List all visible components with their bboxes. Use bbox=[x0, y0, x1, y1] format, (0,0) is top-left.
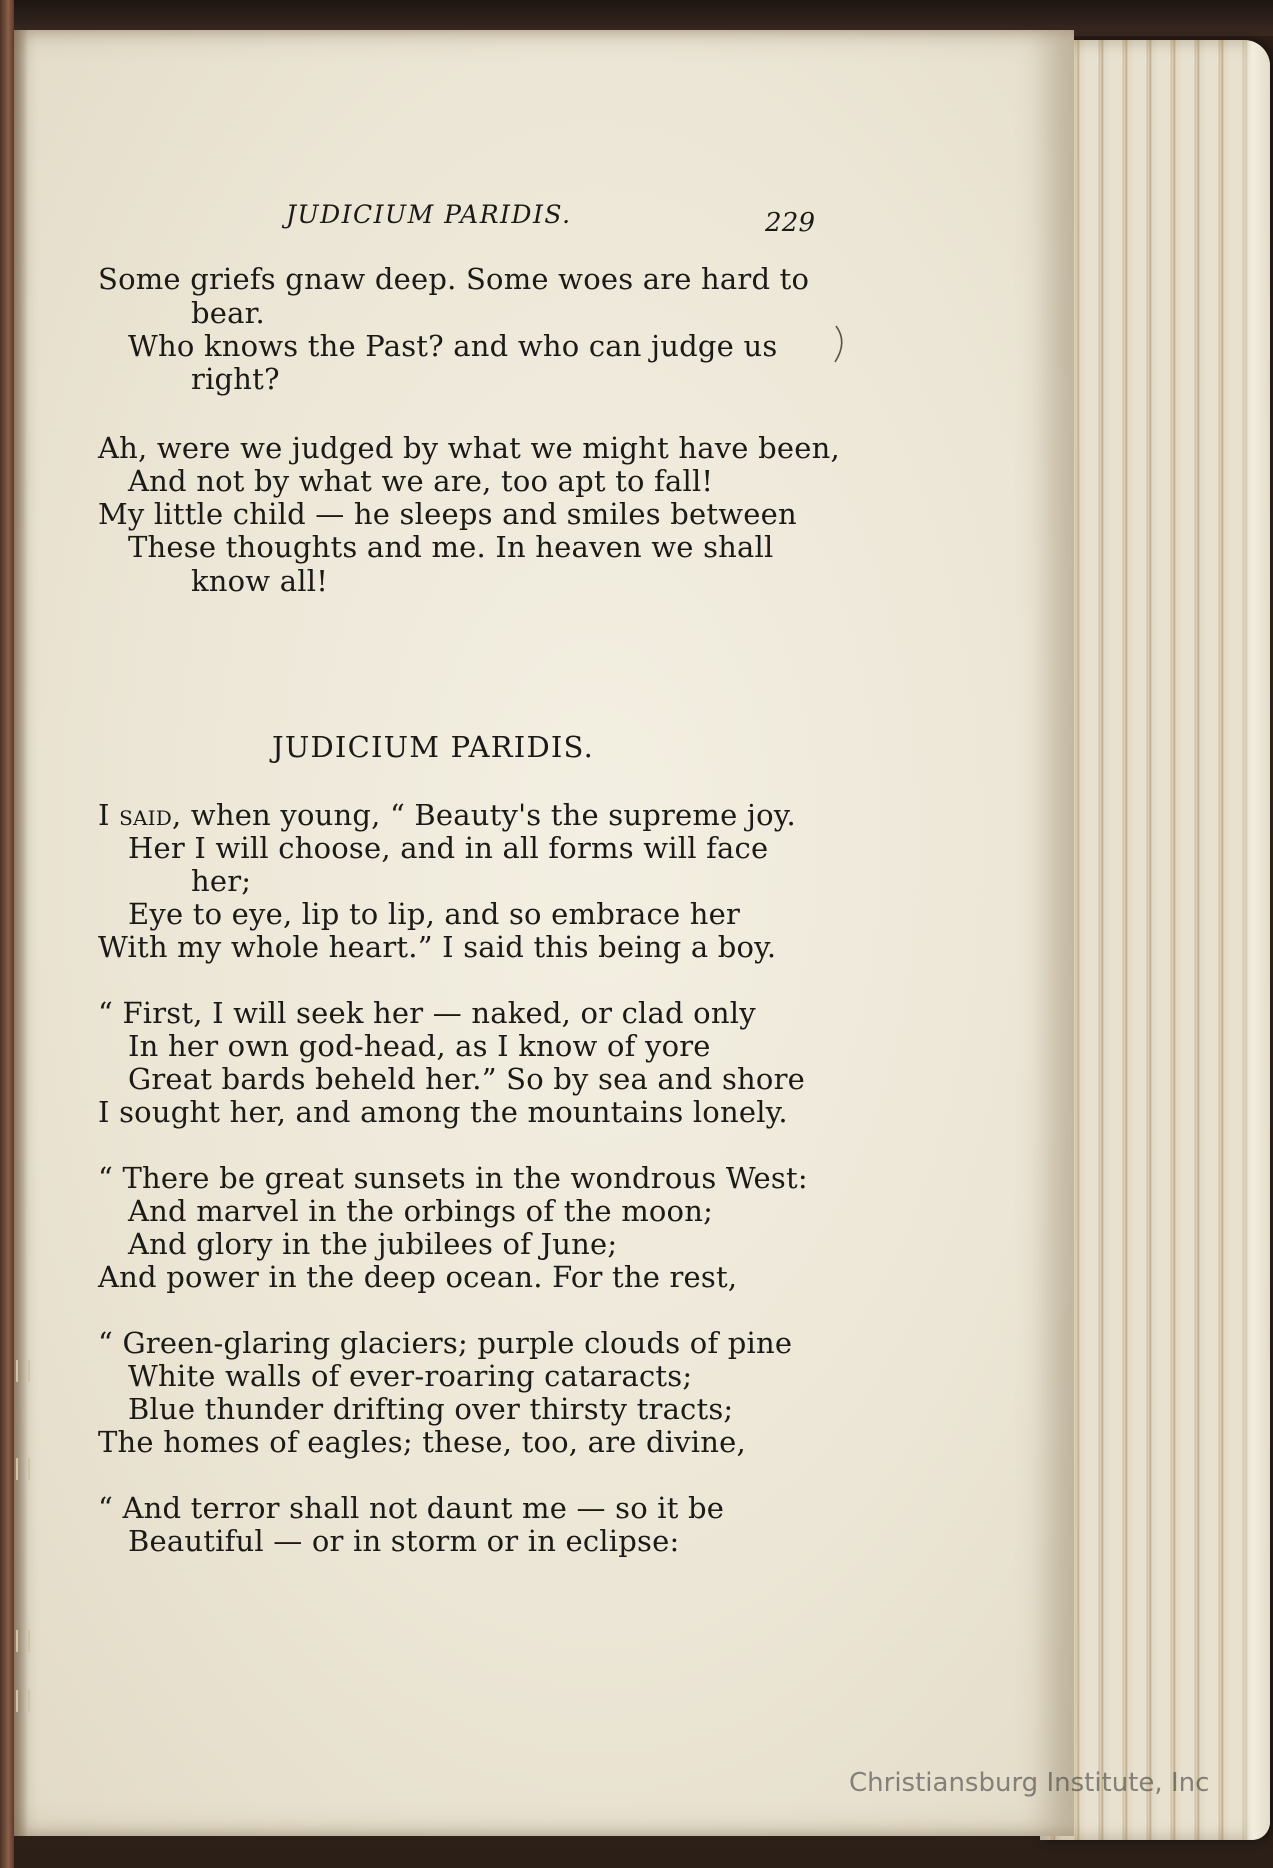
poem-line: With my whole heart.” I said this being a boy. bbox=[98, 930, 777, 964]
binding-stitch bbox=[16, 1360, 30, 1382]
poem-line: “ Green-glaring glaciers; purple clouds of pine bbox=[98, 1326, 793, 1360]
poem-line: Some griefs gnaw deep. Some woes are hard to bbox=[98, 262, 810, 296]
watermark: Christiansburg Institute, Inc bbox=[849, 1768, 1210, 1798]
poem-line: Her I will choose, and in all forms will face bbox=[128, 831, 769, 865]
poem-line: right? bbox=[191, 362, 280, 396]
binding-stitch bbox=[16, 1458, 30, 1480]
poem-line: And glory in the jubilees of June; bbox=[128, 1227, 618, 1261]
poem-line: Ah, were we judged by what we might have been, bbox=[98, 431, 840, 465]
poem-line bbox=[98, 798, 796, 832]
poem-line: bear. bbox=[191, 296, 265, 330]
poem-line: know all! bbox=[191, 564, 329, 598]
binding-stitch bbox=[16, 1690, 30, 1712]
poem-title: JUDICIUM PARIDIS. bbox=[272, 730, 595, 764]
poem-line: The homes of eagles; these, too, are divine, bbox=[98, 1425, 746, 1459]
poem-line: her; bbox=[191, 864, 252, 898]
pencil-mark bbox=[832, 324, 850, 364]
poem-line: Eye to eye, lip to lip, and so embrace her bbox=[128, 897, 741, 931]
poem-line: And power in the deep ocean. For the rest, bbox=[98, 1260, 738, 1294]
opening-word: I said, bbox=[98, 798, 182, 832]
poem-line: “ And terror shall not daunt me — so it be bbox=[98, 1491, 725, 1525]
poem-line: Great bards beheld her.” So by sea and shore bbox=[128, 1062, 805, 1096]
poem-line: I sought her, and among the mountains lonely. bbox=[98, 1095, 788, 1129]
running-head: JUDICIUM PARIDIS. bbox=[286, 200, 572, 229]
poem-line: These thoughts and me. In heaven we shall bbox=[128, 530, 774, 564]
page-stack-edge bbox=[1040, 40, 1270, 1840]
poem-line: “ First, I will seek her — naked, or clad only bbox=[98, 996, 756, 1030]
poem-line: White walls of ever-roaring cataracts; bbox=[128, 1359, 693, 1393]
poem-line: My little child — he sleeps and smiles between bbox=[98, 497, 797, 531]
poem-line: And marvel in the orbings of the moon; bbox=[128, 1194, 714, 1228]
poem-line: Blue thunder drifting over thirsty tracts; bbox=[128, 1392, 734, 1426]
poem-line: “ There be great sunsets in the wondrous West: bbox=[98, 1161, 808, 1195]
poem-line: And not by what we are, too apt to fall! bbox=[128, 464, 714, 498]
binding-stitch bbox=[16, 1630, 30, 1652]
poem-line: Who knows the Past? and who can judge us bbox=[128, 329, 778, 363]
poem-line: In her own god-head, as I know of yore bbox=[128, 1029, 711, 1063]
page-number: 229 bbox=[765, 208, 816, 238]
poem-line-text: when young, “ Beauty's the supreme joy. bbox=[190, 798, 796, 832]
book-cover-left-edge bbox=[0, 0, 14, 1868]
poem-line: Beautiful — or in storm or in eclipse: bbox=[128, 1524, 680, 1558]
